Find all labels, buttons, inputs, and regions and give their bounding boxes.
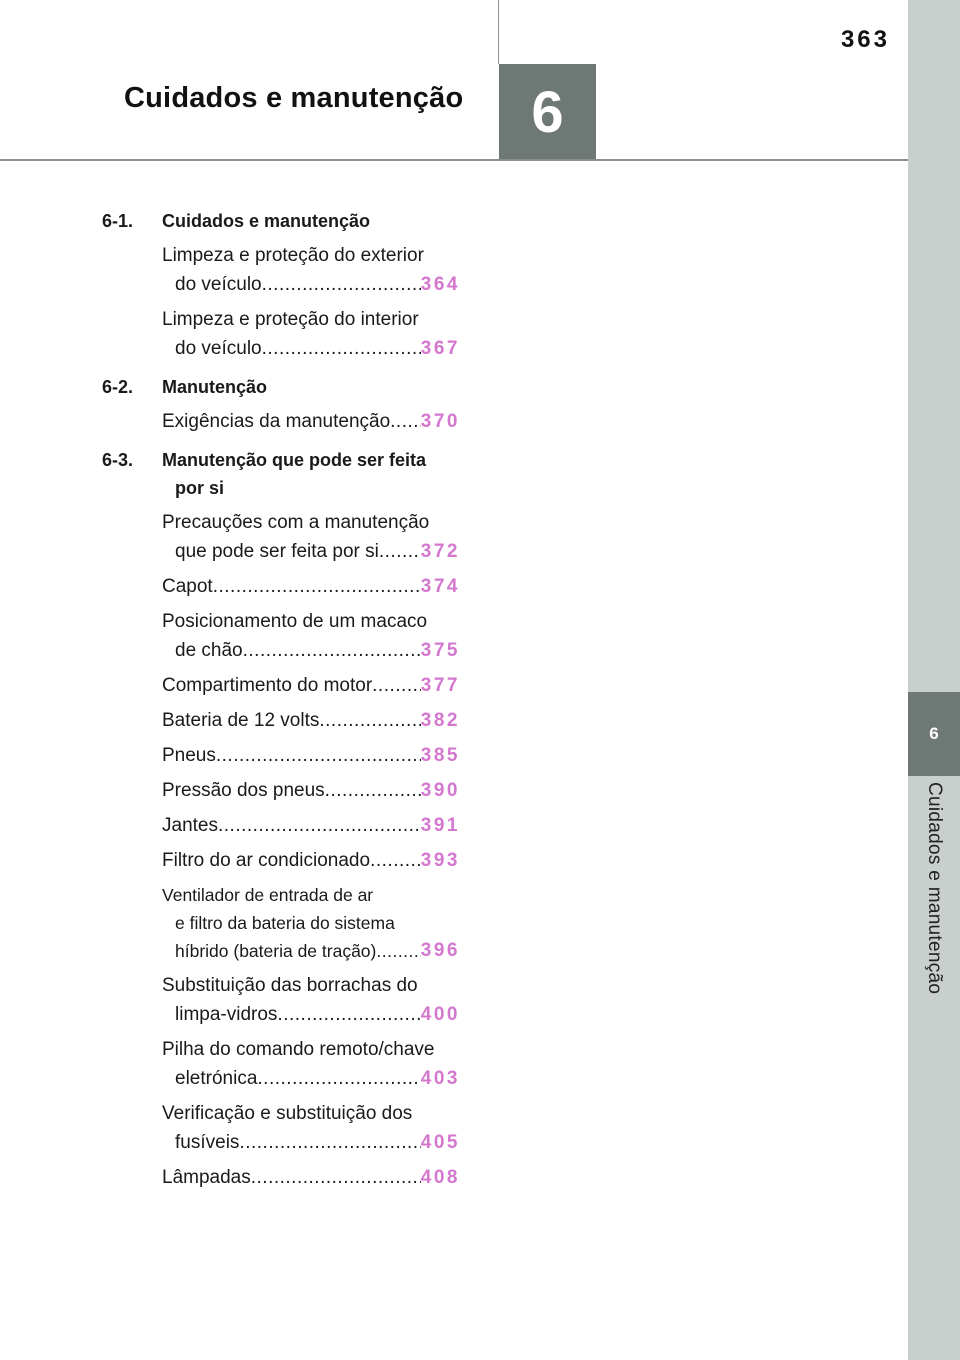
page-ref[interactable]: 396 [420, 940, 460, 961]
page-number: 363 [840, 26, 890, 53]
toc-entry[interactable]: Jantes ..... 391 [162, 811, 460, 840]
toc-entry[interactable]: Substituição das borrachas do limpa-vidros ..... 400 [162, 971, 460, 1029]
page-ref[interactable]: 405 [420, 1132, 460, 1153]
side-chapter-label: Cuidados e manutenção [924, 782, 945, 995]
page-ref[interactable]: 375 [420, 640, 460, 661]
side-chapter-tab[interactable]: 6 [908, 692, 960, 776]
toc-entry[interactable]: Compartimento do motor ..... 377 [162, 671, 460, 700]
toc-entry[interactable]: Limpeza e proteção do exterior do veículo ..... 364 [162, 241, 460, 299]
side-thumb-strip [908, 0, 960, 1360]
page-ref[interactable]: 393 [420, 850, 460, 871]
chapter-number-box: 6 [499, 64, 596, 161]
toc-section-6-2[interactable]: 6-2. Manutenção [102, 377, 268, 397]
page-ref[interactable]: 367 [420, 338, 460, 359]
toc-entry[interactable]: Limpeza e proteção do interior do veículo ..... 367 [162, 305, 460, 363]
toc-entry[interactable]: Posicionamento de um macaco de chão ..... 375 [162, 607, 460, 665]
toc-entry[interactable]: Verificação e substituição dos fusíveis ..... 405 [162, 1099, 460, 1157]
page-ref[interactable]: 391 [420, 815, 460, 836]
toc-entry[interactable]: Filtro do ar condicionado ..... 393 [162, 846, 460, 875]
toc-entry[interactable]: Bateria de 12 volts ..... 382 [162, 706, 460, 735]
toc-section-6-3[interactable]: 6-3. Manutenção que pode ser feita por si [102, 450, 427, 498]
page-ref[interactable]: 400 [420, 1004, 460, 1025]
page-ref[interactable]: 403 [420, 1068, 460, 1089]
toc-entry[interactable]: Pneus ..... 385 [162, 741, 460, 770]
page-ref[interactable]: 364 [420, 274, 460, 295]
page-ref[interactable]: 382 [420, 710, 460, 731]
page-ref[interactable]: 374 [420, 576, 460, 597]
toc-section-6-1[interactable]: 6-1. Cuidados e manutenção [102, 211, 371, 231]
page-ref[interactable]: 372 [420, 541, 460, 562]
page-ref[interactable]: 370 [420, 411, 460, 432]
toc-entry[interactable]: Precauções com a manutenção que pode ser feita por si ..... 372 [162, 508, 460, 566]
toc-entry[interactable]: Capot ..... 374 [162, 572, 460, 601]
page-ref[interactable]: 377 [420, 675, 460, 696]
toc-entry[interactable]: Pressão dos pneus ..... 390 [162, 776, 460, 805]
page-ref[interactable]: 385 [420, 745, 460, 766]
table-of-contents [102, 207, 460, 1192]
toc-entry[interactable]: Lâmpadas ..... 408 [162, 1163, 460, 1192]
header-rule [0, 159, 908, 161]
chapter-title: Cuidados e manutenção [124, 82, 464, 114]
toc-entry[interactable]: Ventilador de entrada de ar e filtro da bateria do sistema híbrido (bateria de tração) ..... 396 [162, 881, 460, 965]
header-divider [498, 0, 499, 64]
toc-entry[interactable]: Exigências da manutenção ..... 370 [162, 407, 460, 436]
page-ref[interactable]: 408 [420, 1167, 460, 1188]
page-ref[interactable]: 390 [420, 780, 460, 801]
toc-entry[interactable]: Pilha do comando remoto/chave eletrónica ..... 403 [162, 1035, 460, 1093]
